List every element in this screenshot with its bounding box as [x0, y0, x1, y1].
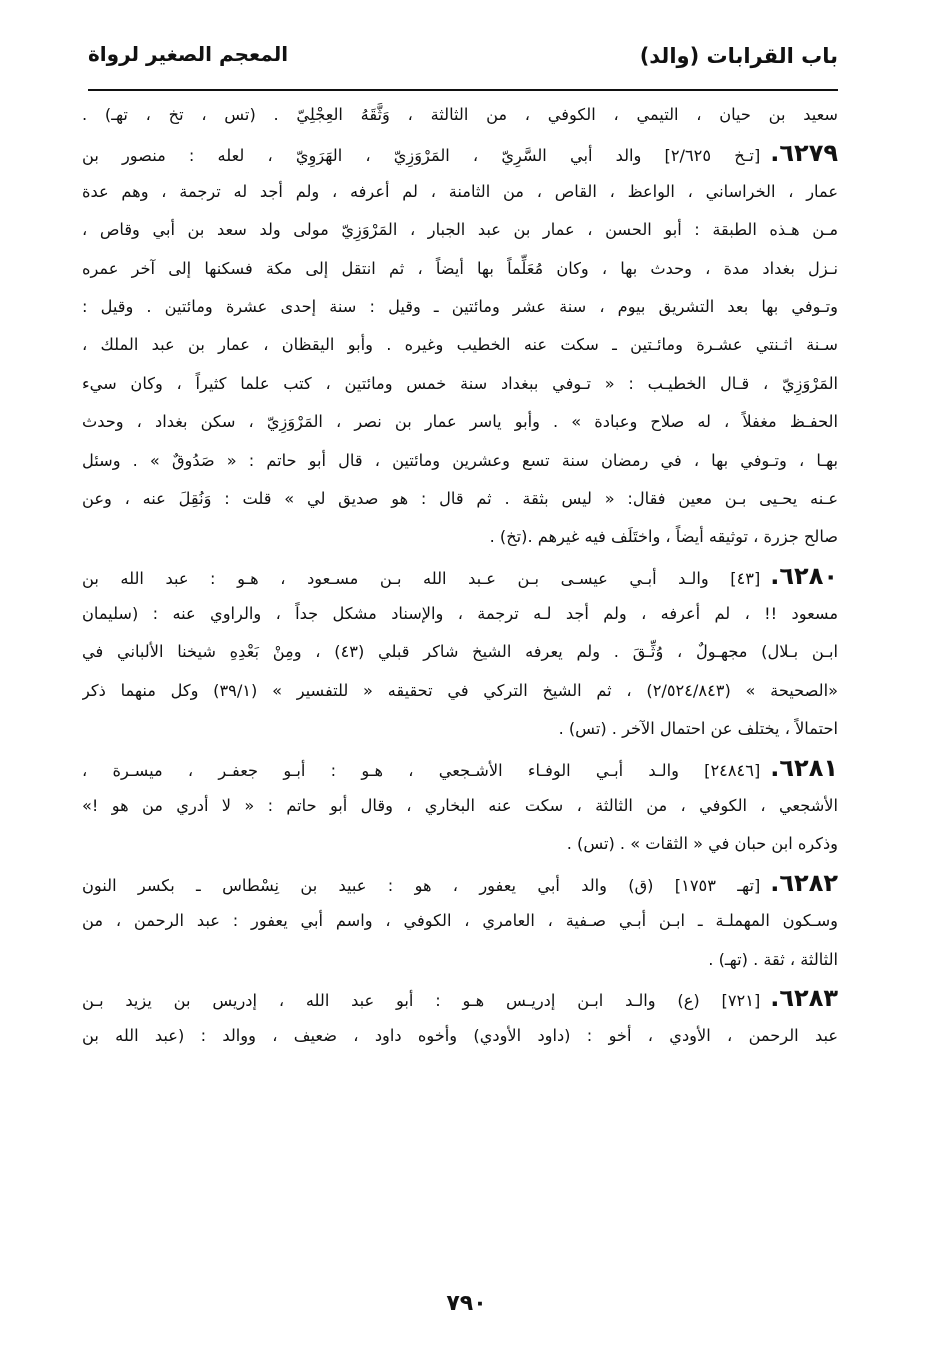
text-line: [82, 288, 838, 326]
line-text: سعيد بن حيان ، التيمي ، الكوفي ، من الثالثة ، وَثَّقَهُ العِجْلِيّ . (تس ، تخ ، تهـ) .: [82, 105, 838, 124]
entry-number: ٦٢٨٢.: [770, 868, 838, 897]
line-text: سـنة اثـنتي عشـرة ومائـتين ـ سكت عنه الخطيب وغيره . وأبو اليقظان ، عمار بن عبد الملك ،: [82, 335, 838, 355]
text-line: [82, 825, 838, 863]
chapter-title: باب القرابات (والد): [639, 44, 838, 68]
entry-number: ٦٢٨١.: [770, 753, 838, 782]
text-line: [82, 633, 838, 671]
page-number: ٧٩٠: [446, 1291, 487, 1316]
text-line: [82, 326, 838, 364]
line-text: الأشجعي ، الكوفي ، من الثالثة ، سكت عنه البخاري ، وقال أبو حاتم : « لا أدري من هو !»: [82, 796, 838, 816]
text-line: [82, 557, 838, 595]
line-text: عمار ، الخراساني ، الواعظ ، القاص ، من الثامنة ، لم أعرفه ، ولم أجد له ترجمة ، وهم عدة: [82, 181, 838, 201]
line-text: الثالثة ، ثقة . (تهـ) .: [708, 949, 838, 969]
text-line: [82, 710, 838, 748]
line-text: صالح جزرة ، توثيقه أيضاً ، واختَلَف فيه غيرهم .(تخ) .: [489, 527, 838, 547]
line-text: وذكره ابن حبان في « الثقات » . (تس) .: [566, 834, 838, 854]
line-text: بهـا ، وتـوفي بها ، في رمضان سنة تسع وعشرين ومائتين ، قال أبو حاتم : « صَدُوقٌ » . وسئل: [82, 450, 838, 470]
line-text: [تهـ ١٧٥٣] (ق) والد أبي يعفور ، هو : عبيد بن نِسْطاس ـ بكسر النون: [82, 875, 761, 895]
book-title: المعجم الصغير لرواة: [88, 42, 289, 66]
line-text: مـن هـذه الطبقة : أبو الحسن ، عمار بن عبد الجبار ، المَرْوَزِيّ مولى ولد سعد بن أبي وقاص ،: [82, 220, 838, 240]
line-text: [٧٢١] (ع) والـد ابـن إدريـس هـو : أبو عبد الله ، إدريس بن يزيد بـن: [82, 990, 761, 1010]
line-text: الحفـظ مغفلاً ، له صلاح وعبادة » . وأبو ياسر عمار بن نصر ، المَرْوَزِيّ ، سكن بغداد ، وحدث: [82, 412, 838, 432]
line-text: نـزل بغداد مدة ، وحدث بها ، وكان مُعَلِّماً بها أيضاً ، ثم انتقل إلى مكة فسكنها إلى آخر عمره: [82, 258, 838, 278]
text-line: [82, 403, 838, 441]
line-text: [تـخ ٢/٦٢٥] والد أبي السَّرِيّ ، المَرْوَزِيّ ، الهَرَوِيّ ، لعله : منصور بن: [82, 146, 761, 166]
text-body: [82, 96, 838, 1056]
entry-number: ٦٢٧٩.: [770, 139, 838, 168]
line-text: عبد الرحمن ، الأودي ، أخو : (داود الأودي) وأخوه داود ، ضعيف ، ووالد : (عبد الله بن: [82, 1026, 838, 1046]
entry-number: ٦٢٨٠.: [770, 561, 838, 590]
text-line: [82, 518, 838, 556]
text-line: [82, 979, 838, 1017]
text-line: [82, 96, 838, 134]
line-text: وسـكون المهملـة ـ ابـن أبـي صـفية ، العامري ، الكوفي ، واسم أبي يعفور : عبد الرحمن ، من: [82, 911, 838, 931]
line-text: وتـوفي بها بعد التشريق بيوم ، سنة عشر ومائتين ـ وقيل : سنة إحدى عشرة ومائتين . وقيل :: [82, 296, 838, 316]
entry-number: ٦٢٨٣.: [770, 983, 838, 1012]
text-line: [82, 173, 838, 211]
line-text: عـنه يحـيى بـن معين فقال: « ليس بثقة . ثم قال : هو صديق لي » قلت : وَنُقِلَ عنه ، وعن: [82, 488, 838, 508]
running-header: [88, 36, 838, 86]
text-line: [82, 749, 838, 787]
text-line: [82, 211, 838, 249]
text-line: [82, 595, 838, 633]
text-line: [82, 902, 838, 940]
text-line: [82, 672, 838, 710]
text-line: [82, 787, 838, 825]
text-line: [82, 864, 838, 902]
text-line: [82, 365, 838, 403]
line-text: [٤٣] والـد أبـي عيسـى بـن عـبد الله بـن مسـعود ، هـو : عبد الله بن: [82, 568, 761, 588]
line-text: «الصحيحة » (٢/٥٢٤/٨٤٣) ، ثم الشيخ التركي في تحقيقه « للتفسير » (٣٩/١) وكل منهما ذكر: [82, 680, 838, 700]
text-line: [82, 1017, 838, 1055]
line-text: المَرْوَزِيّ ، قـال الخطيـب : « تـوفي ببغداد سنة خمس ومائتين ، كتب علما كثيراً ، وكان سيء: [82, 373, 838, 393]
text-line: [82, 134, 838, 172]
header-divider: [88, 89, 838, 91]
line-text: ابـن بـلال) مجهـولٌ ، وُثِّـقَ . ولم يعرفه الشيخ شاكر قبلي (٤٣) ، ومِنْ بَعْدِهِ شيخنا الألباني في: [82, 642, 838, 662]
line-text: مسعود !! ، لم أعرفه ، ولم أجد لـه ترجمة ، والإسناد مشكل جداً ، والراوي عنه : (سليمان: [82, 604, 838, 624]
text-line: [82, 250, 838, 288]
text-line: [82, 442, 838, 480]
line-text: [٢٤٨٤٦] والـد أبـي الوفـاء الأشـجعي ، هـو : أبـو جعفـر ، ميسـرة ،: [82, 760, 761, 780]
line-text: احتمالاً ، يختلف عن احتمال الآخر . (تس) .: [558, 719, 838, 739]
text-line: [82, 480, 838, 518]
text-line: [82, 941, 838, 979]
